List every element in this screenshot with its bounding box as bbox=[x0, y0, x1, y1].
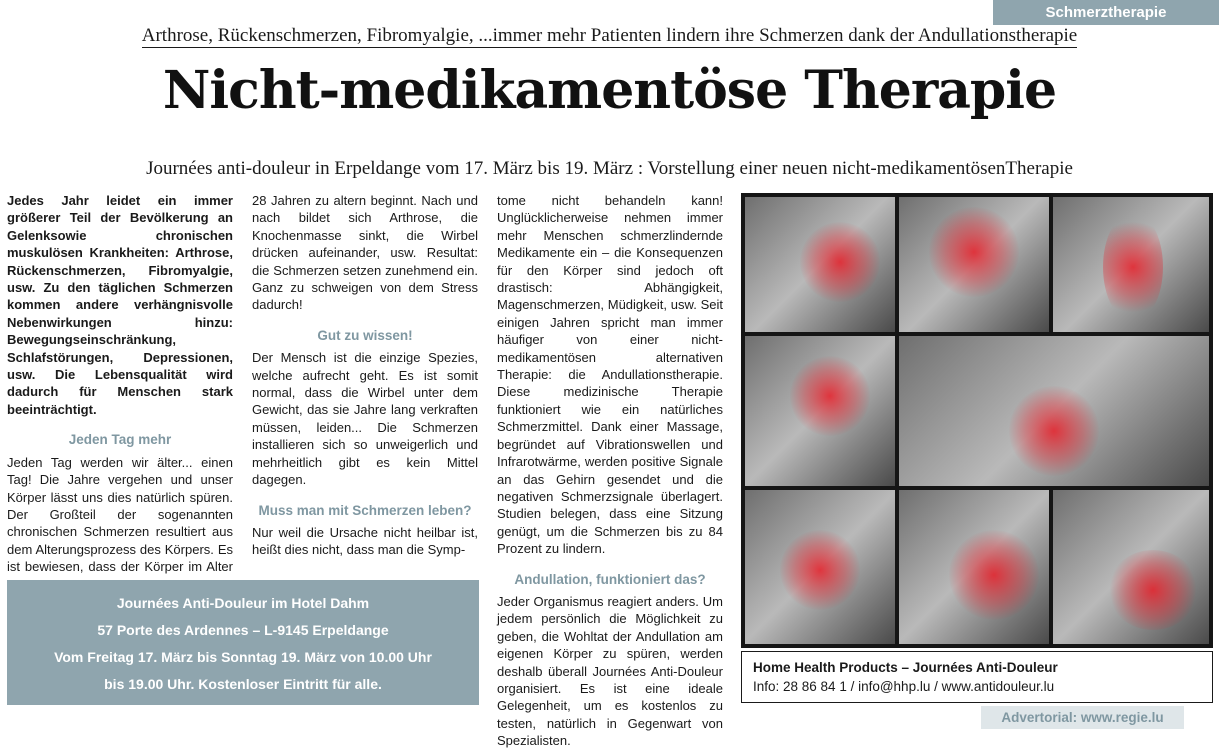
advertorial-label: Advertorial: www.regie.lu bbox=[981, 706, 1184, 729]
body-paragraph: 28 Jahren zu altern beginnt. Nach und nach bildet sich Arthrose, die Knochenmasse sinkt, die Wirbel drücken aufeinander, usw. Resultat: die Schmerzen setzen zunehmend ein. Ganz zu schweigen von dem Stress dadurch! bbox=[252, 193, 478, 313]
section-heading-andullation: Andullation, funktioniert das? bbox=[514, 571, 706, 587]
subheadline: Journées anti-douleur in Erpeldange vom 17. März bis 19. März : Vorstellung einer neuen nicht-medikamentösenTherapie bbox=[146, 158, 1073, 179]
event-dates: Vom Freitag 17. März bis Sonntag 19. März von 10.00 Uhr bbox=[54, 649, 432, 665]
contact-box bbox=[741, 651, 1213, 703]
section-heading-gut-zu-wissen: Gut zu wissen! bbox=[317, 327, 413, 343]
column-3 bbox=[497, 192, 723, 750]
body-paragraph: tome nicht behandeln kann! Unglücklicherweise nehmen immer mehr Menschen schmerzlindernde Medikamente ein – die Konsequenzen für den Körper sind jedoch oft drastisch: Abhängigkeit, Magenschmerzen, Müdigkeit, usw. Seit einigen Jahren spricht man immer häufiger von einer nicht-medikamentösen alternativen Therapie: die Andullationstherapie. Diese medizinische Therapie funktioniert wie ein natürliches Schmerzmittel. Dank einer Massage, begründet auf Vibrationswellen und Infrarotwärme, werden positive Signale an das Gehirn gesendet und die negativen Schmerzsignale überlagert. Studien belegen, dass eine Sitzung genügt, um die Schmerzen bis zu 84 Prozent zu lindern. bbox=[497, 193, 723, 557]
column-1 bbox=[7, 192, 233, 593]
event-address: 57 Porte des Ardennes – L-9145 Erpeldange bbox=[97, 622, 389, 638]
photo-lower-back bbox=[1053, 490, 1209, 644]
section-heading-muss-man: Muss man mit Schmerzen leben? bbox=[258, 502, 472, 518]
kicker bbox=[0, 25, 1219, 47]
section-tag: Schmerztherapie bbox=[993, 0, 1219, 25]
photo-elbow bbox=[745, 490, 895, 644]
section-heading-jeden-tag: Jeden Tag mehr bbox=[68, 432, 172, 448]
photo-shoulder bbox=[899, 197, 1049, 332]
body-paragraph: Jeden Tag werden wir älter... einen Tag! Die Jahre vergehen und unser Körper lässt uns dies natürlich spüren. Der Großteil der sogenannten chronischen Schmerzen resultiert aus dem Alterungsprozess des Körpers. Es ist bewiesen, dass der Körper im Alter bbox=[7, 454, 233, 575]
event-venue: Journées Anti-Douleur im Hotel Dahm bbox=[116, 595, 370, 611]
event-times: bis 19.00 Uhr. Kostenloser Eintritt für alle. bbox=[104, 676, 382, 692]
body-paragraph: Nur weil die Ursache nicht heilbar ist, heißt dies nicht, dass man die Symp- bbox=[252, 524, 478, 558]
contact-name: Home Health Products – Journées Anti-Douleur bbox=[753, 660, 1058, 675]
column-2 bbox=[252, 192, 478, 559]
body-paragraph: Jeder Organismus reagiert anders. Um jedem persönlich die Möglichkeit zu geben, die Wohltat der Andullation am eigenen Körper zu spüren, werden deshalb überall Journées Anti-Douleur organisiert. Es ist eine ideale Gelegenheit, um es kostenlos zu testen, natürlich in Gegenwart von Spezialisten. bbox=[497, 593, 723, 749]
body-paragraph: Der Mensch ist die einzige Spezies, welche aufrecht geht. Es ist somit normal, dass die Wirbel unter dem Gewicht, das sie Jahre lang verkraften müssen, leiden... Die Schmerzen installieren sich so unweigerlich und mehrheitlich gibt es kein Mittel dagegen. bbox=[252, 350, 478, 488]
photo-side bbox=[899, 490, 1049, 644]
pain-photo-collage bbox=[741, 193, 1213, 648]
photo-wrist bbox=[745, 197, 895, 332]
photo-knee bbox=[745, 336, 895, 486]
photo-neck bbox=[899, 336, 1209, 486]
event-info-box bbox=[7, 580, 479, 705]
headline: Nicht-medikamentöse Therapie bbox=[162, 60, 1057, 121]
kicker-text: Arthrose, Rückenschmerzen, Fibromyalgie, ...immer mehr Patienten lindern ihre Schmerzen dank der Andullationstherapie bbox=[141, 25, 1078, 46]
contact-info: Info: 28 86 84 1 / info@hhp.lu / www.antidouleur.lu bbox=[753, 679, 1055, 694]
photo-spine bbox=[1053, 197, 1209, 332]
lead-paragraph: Jedes Jahr leidet ein immer größerer Teil der Bevölkerung an Gelenksowie chronischen muskulösen Krankheiten: Arthrose, Rückenschmerzen, Fibromyalgie, usw. Zu den täglichen Schmerzen kommen andere verhängnisvolle Nebenwirkungen hinzu: Bewegungseinschränkung, Schlafstörungen, Depressionen, usw. Die Lebensqualität wird dadurch für Menschen stark beeinträchtigt. bbox=[7, 193, 233, 417]
